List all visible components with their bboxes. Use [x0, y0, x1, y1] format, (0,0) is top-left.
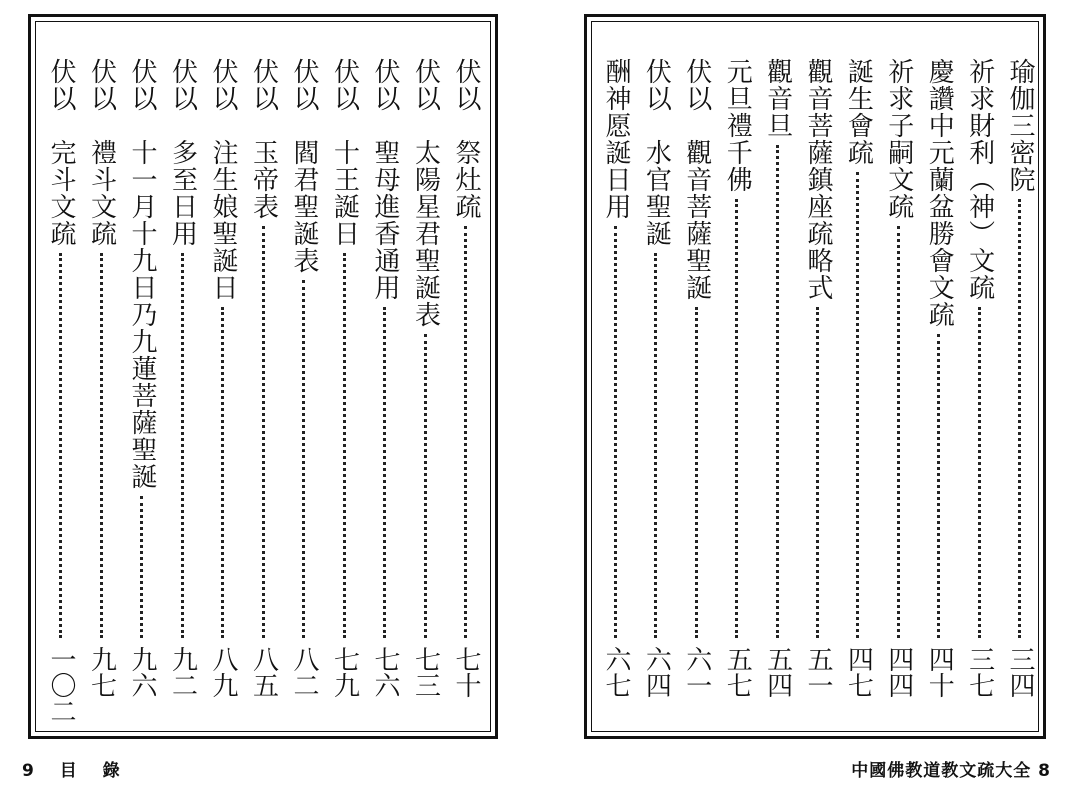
- toc-entry: [598, 22, 634, 731]
- footer-left-page-label: 9 目 錄: [22, 761, 130, 781]
- toc-entry: [962, 22, 998, 731]
- left-page-toc: [35, 21, 491, 732]
- toc-entry: [246, 22, 282, 731]
- toc-entry-title: 觀音菩薩鎮座疏略式: [803, 58, 833, 301]
- dot-leader: [140, 496, 143, 638]
- toc-entry: [800, 22, 836, 731]
- toc-entry: [286, 22, 322, 731]
- toc-page-number: 九六: [127, 646, 157, 698]
- toc-entry-title: 伏以 十一月十九日乃九蓮菩薩聖誕: [127, 58, 157, 490]
- toc-entry-title: 伏以 聖母進香通用: [370, 58, 400, 301]
- dot-leader: [424, 334, 427, 638]
- toc-entry: [448, 22, 484, 731]
- toc-entry-title: 祈求子嗣文疏: [883, 58, 914, 220]
- toc-entry-title: 伏以 祭灶疏: [451, 58, 481, 220]
- toc-entry-title: 觀音旦: [762, 58, 793, 139]
- dot-leader: [856, 172, 859, 638]
- toc-entry-title: 酬神愿誕日用: [601, 58, 631, 220]
- toc-entry: [165, 22, 201, 731]
- toc-page-number: 四四: [883, 646, 914, 698]
- toc-entry-title: 伏以 太陽星君聖誕表: [410, 58, 441, 328]
- toc-page-number: 一〇二: [46, 646, 76, 724]
- toc-entry: [327, 22, 363, 731]
- toc-entry: [921, 22, 957, 731]
- dot-leader: [464, 226, 467, 638]
- toc-entry-title: 伏以 注生娘聖誕日: [208, 58, 238, 301]
- dot-leader: [614, 226, 617, 638]
- toc-page-number: 六七: [601, 646, 631, 698]
- toc-entry: [679, 22, 715, 731]
- dot-leader: [735, 199, 738, 638]
- dot-leader: [1018, 199, 1021, 638]
- right-page-toc: [591, 21, 1039, 732]
- dot-leader: [302, 280, 305, 638]
- toc-page-number: 九七: [86, 646, 117, 698]
- toc-entry: [881, 22, 917, 731]
- toc-entry-title: 瑜伽三密院: [1005, 58, 1035, 193]
- toc-entry: [84, 22, 120, 731]
- dot-leader: [181, 253, 184, 638]
- toc-page-number: 七十: [451, 646, 481, 698]
- left-page-frame: [28, 14, 498, 739]
- toc-entry: [719, 22, 755, 731]
- dot-leader: [221, 307, 224, 638]
- toc-page-number: 三四: [1005, 646, 1035, 698]
- toc-entry: [205, 22, 241, 731]
- toc-page-number: 五一: [803, 646, 833, 698]
- footer-right-book-title: 中國佛教道教文疏大全 8: [851, 761, 1051, 781]
- dot-leader: [383, 307, 386, 638]
- toc-page-number: 八九: [208, 646, 238, 698]
- toc-page-number: 三七: [964, 646, 995, 698]
- toc-entry-title: 伏以 多至日用: [167, 58, 198, 247]
- toc-page-number: 八五: [248, 646, 279, 698]
- dot-leader: [816, 307, 819, 638]
- toc-page-number: 六一: [681, 646, 712, 698]
- dot-leader: [937, 334, 940, 638]
- toc-page-number: 七九: [329, 646, 360, 698]
- toc-page-number: 五七: [722, 646, 753, 698]
- toc-page-number: 六四: [641, 646, 672, 698]
- toc-page-number: 八二: [289, 646, 319, 698]
- dot-leader: [978, 307, 981, 638]
- toc-entry-title: 伏以 觀音菩薩聖誕: [681, 58, 712, 301]
- toc-entry: [367, 22, 403, 731]
- toc-entry: [840, 22, 876, 731]
- dot-leader: [262, 226, 265, 638]
- toc-entry: [1002, 22, 1038, 731]
- toc-entry: [408, 22, 444, 731]
- toc-page-number: 七三: [410, 646, 441, 698]
- toc-entry: [43, 22, 79, 731]
- toc-entry-title: 伏以 閻君聖誕表: [289, 58, 319, 274]
- dot-leader: [695, 307, 698, 638]
- toc-entry: [760, 22, 796, 731]
- toc-entry-title: 伏以 水官聖誕: [641, 58, 672, 247]
- dot-leader: [343, 253, 346, 638]
- dot-leader: [654, 253, 657, 638]
- toc-entry-title: 元旦禮千佛: [722, 58, 753, 193]
- toc-entry-title: 伏以 玉帝表: [248, 58, 279, 220]
- toc-entry: [124, 22, 160, 731]
- toc-entry-title: 祈求財利（神）文疏: [964, 58, 995, 301]
- toc-entry-title: 伏以 禮斗文疏: [86, 58, 117, 247]
- toc-entry-title: 伏以 十王誕日: [329, 58, 360, 247]
- toc-entry-title: 慶讚中元蘭盆勝會文疏: [924, 58, 955, 328]
- toc-entry: [638, 22, 674, 731]
- toc-entry-title: 誕生會疏: [843, 58, 874, 166]
- dot-leader: [776, 145, 779, 638]
- dot-leader: [897, 226, 900, 638]
- toc-page-number: 五四: [762, 646, 793, 698]
- toc-page-number: 四十: [924, 646, 955, 698]
- right-page-frame: [584, 14, 1046, 739]
- toc-page-number: 七六: [370, 646, 400, 698]
- dot-leader: [59, 253, 62, 638]
- toc-page-number: 四七: [843, 646, 874, 698]
- toc-entry-title: 伏以 完斗文疏: [46, 58, 76, 247]
- toc-page-number: 九二: [167, 646, 198, 698]
- dot-leader: [100, 253, 103, 638]
